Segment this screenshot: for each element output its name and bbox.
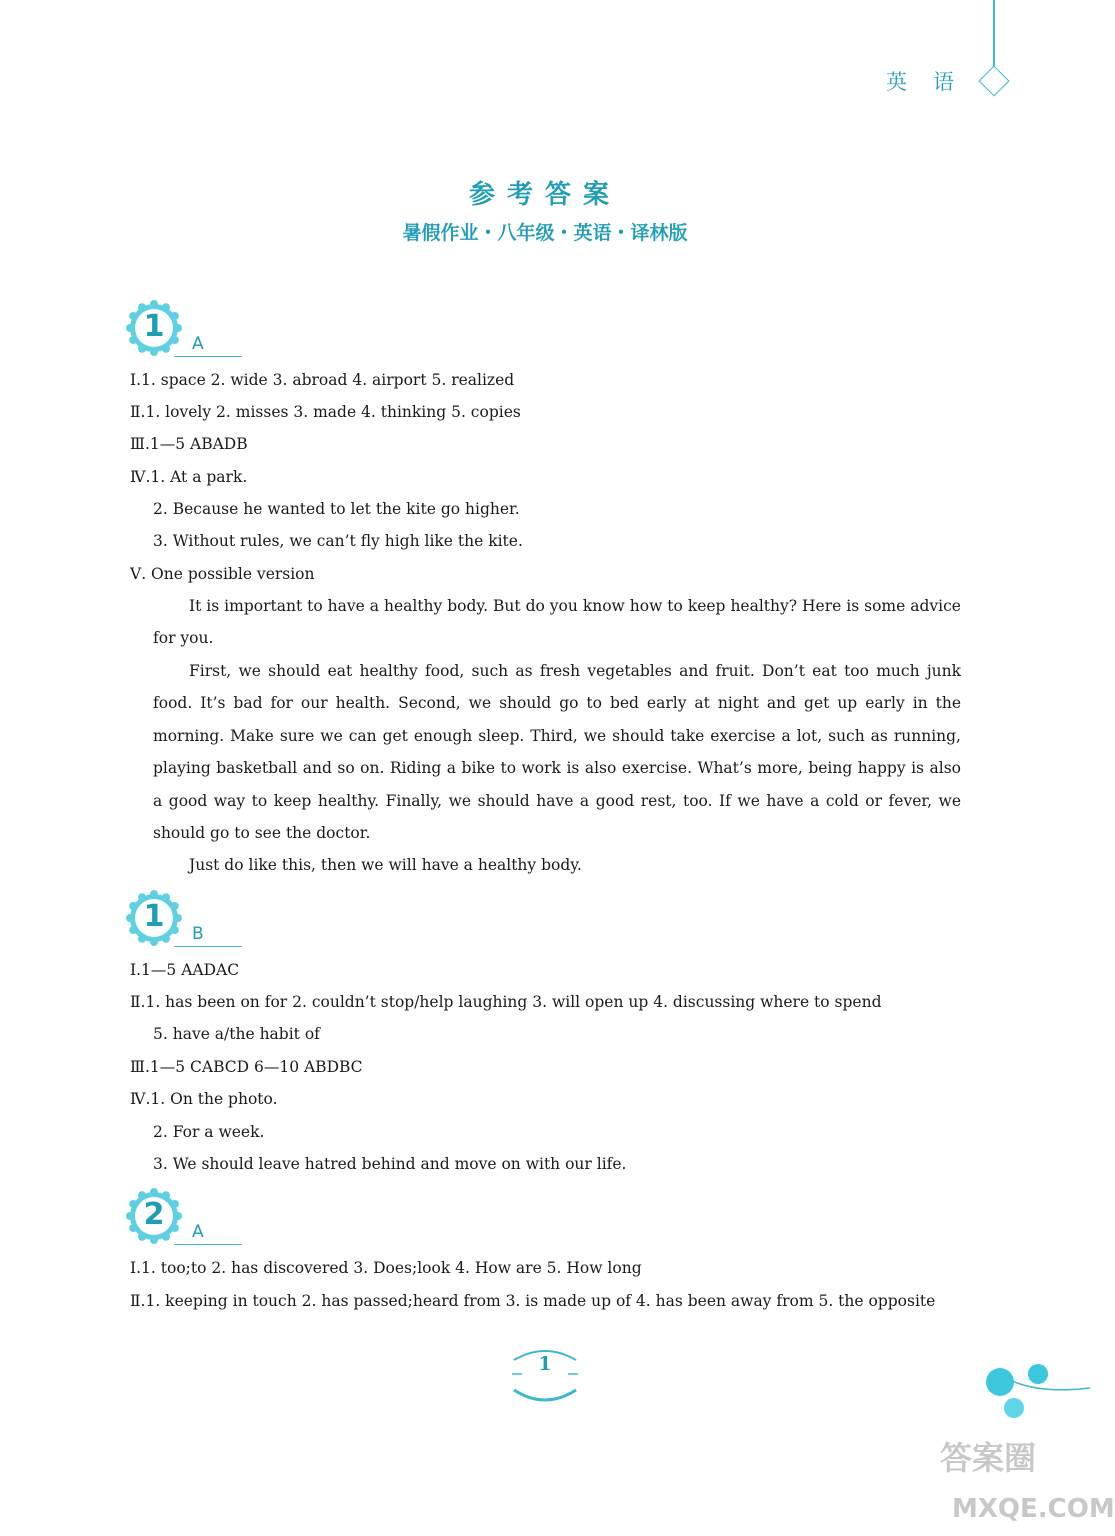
answer-line: Ⅲ.1—5 ABADB (130, 435, 248, 453)
answer-line: 3. Without rules, we can’t fly high like the kite. (153, 532, 523, 550)
answer-line: Ⅱ.1. has been on for 2. couldn’t stop/help laughing 3. will open up 4. discussing where to spend (130, 993, 882, 1011)
section-number: 1 (143, 899, 165, 934)
answer-line: Ⅱ.1. keeping in touch 2. has passed;heard from 3. is made up of 4. has been away from 5. the opposite (130, 1292, 936, 1310)
header-diamond-icon (978, 65, 1009, 96)
section-number: 2 (143, 1197, 165, 1232)
answer-line: 3. We should leave hatred behind and move on with our life. (153, 1155, 627, 1173)
answer-line: 2. For a week. (153, 1123, 265, 1141)
answer-line: Ⅲ.1—5 CABCD 6—10 ABDBC (130, 1058, 363, 1076)
watermark-url: MXQE.COM (952, 1494, 1115, 1524)
answer-line: 5. have a/the habit of (153, 1025, 320, 1043)
page-number: 1 (538, 1353, 552, 1375)
answer-line: Ⅱ.1. lovely 2. misses 3. made 4. thinking 5. copies (130, 403, 521, 421)
header-subject: 英语 (886, 70, 980, 94)
answer-line: Ⅳ.1. At a park. (130, 468, 248, 486)
essay-paragraph: Just do like this, then we will have a healthy body. (189, 856, 582, 874)
decorative-dots-icon (980, 1360, 1090, 1430)
answer-line: Ⅰ.1. space 2. wide 3. abroad 4. airport 5. realized (130, 371, 515, 389)
essay-paragraph: First, we should eat healthy food, such as fresh vegetables and fruit. Don’t eat too much junk food. It’s bad for our health. Second, we should go to bed early at night and get up early in the morning. Make sure we can get enough sleep. Third, we should take exercise a lot, such as running, playing basketball and so on. Riding a bike to work is also exercise. What’s more, being happy is also a good way to keep healthy. Finally, we should have a good rest, too. If we have a cold or fever, we should go to see the doctor. (153, 662, 961, 843)
answer-line: 2. Because he wanted to let the kite go higher. (153, 500, 520, 518)
answer-line: Ⅰ.1. too;to 2. has discovered 3. Does;look 4. How are 5. How long (130, 1259, 642, 1277)
answer-line: Ⅰ.1—5 AADAC (130, 961, 240, 979)
page-title: 参考答案 (468, 180, 621, 210)
answer-line: Ⅳ.1. On the photo. (130, 1090, 278, 1108)
section-letter: B (174, 924, 242, 947)
answer-line: Ⅴ. One possible version (130, 565, 315, 583)
page-subtitle: 暑假作业・八年级・英语・译林版 (402, 222, 688, 244)
section-letter: A (174, 1222, 242, 1245)
section-letter: A (174, 334, 242, 357)
watermark-logo: 答案圈 (940, 1439, 1037, 1477)
essay-paragraph: It is important to have a healthy body. But do you know how to keep healthy? Here is some advice for you. (153, 597, 961, 648)
section-number: 1 (143, 309, 165, 344)
header-vertical-line (993, 0, 995, 70)
